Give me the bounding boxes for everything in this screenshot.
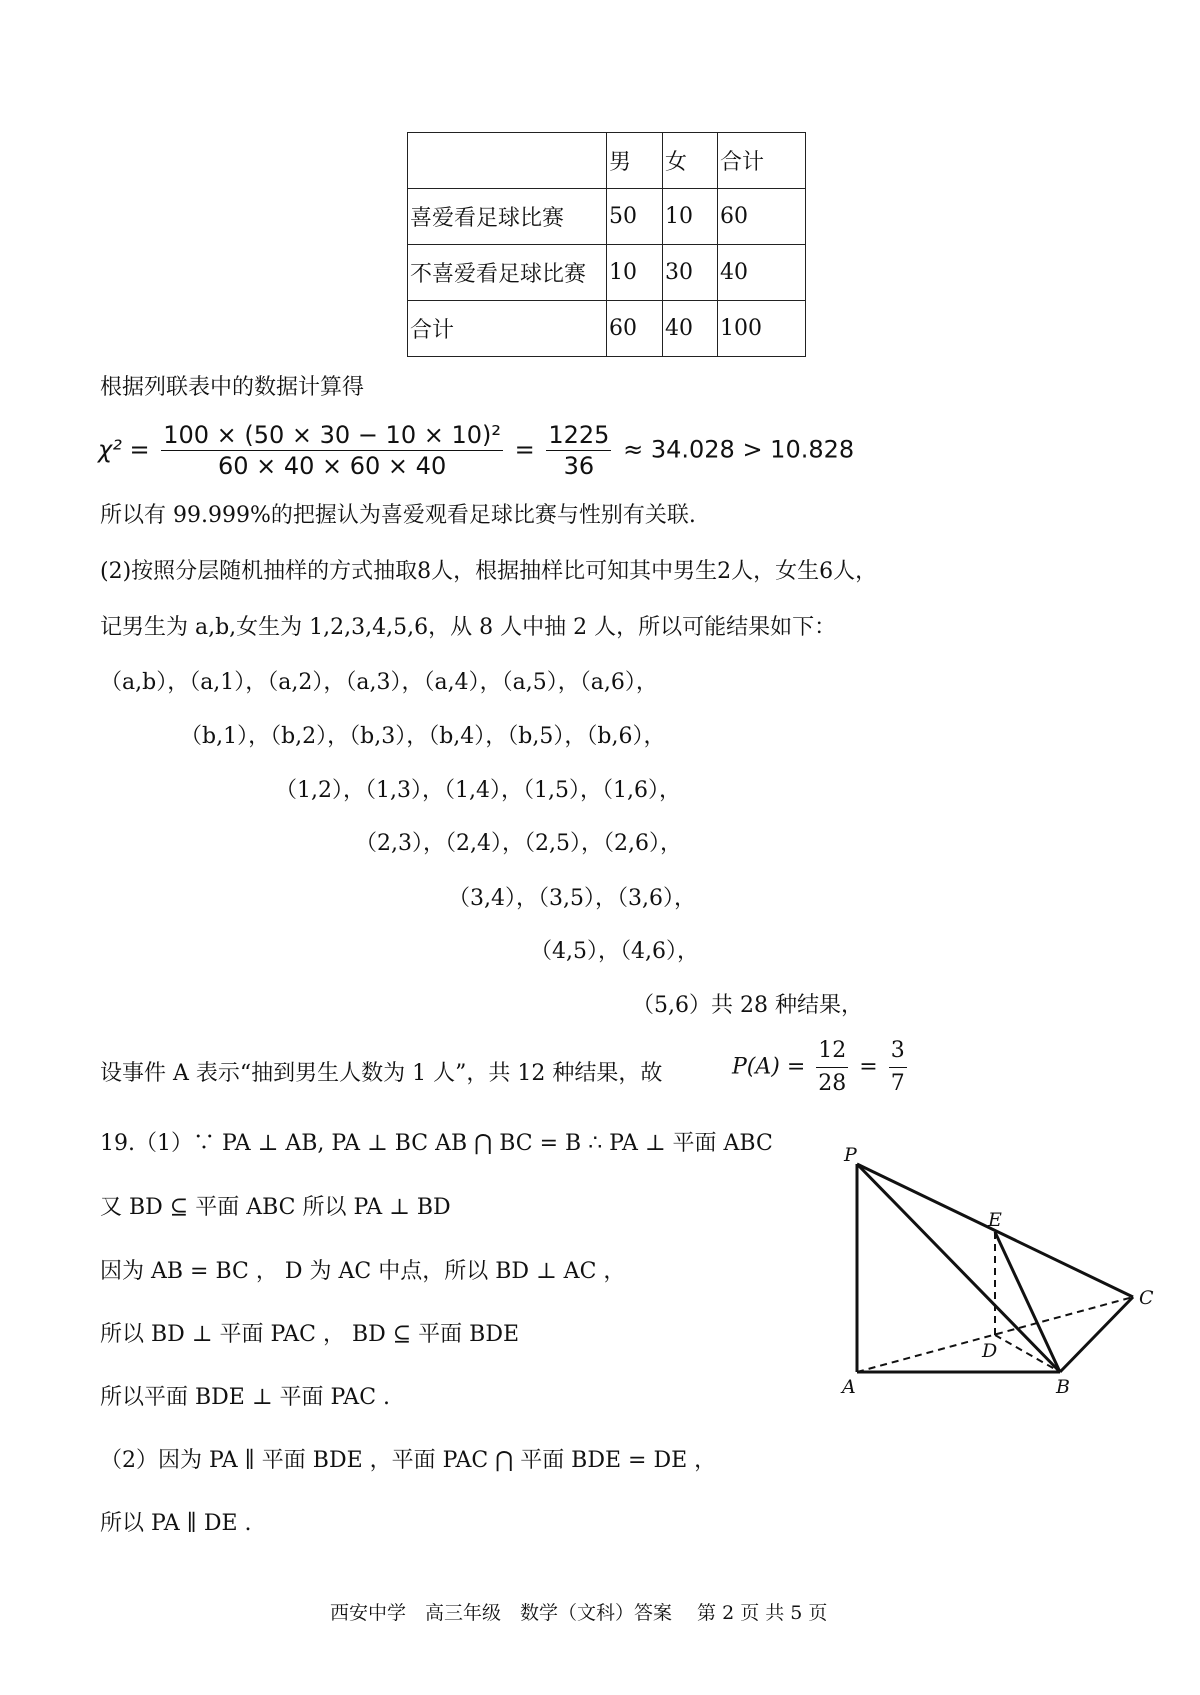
edge-pb bbox=[857, 1164, 1060, 1372]
chi-fraction-simplified bbox=[546, 421, 611, 480]
outcome-row: （3,4），（3,5），（3,6）， bbox=[448, 886, 696, 911]
table-row bbox=[408, 301, 806, 357]
label-a: A bbox=[842, 1376, 856, 1398]
chi-fraction bbox=[161, 421, 503, 480]
label-c: C bbox=[1139, 1287, 1154, 1309]
chi-lhs: χ² = bbox=[98, 435, 150, 464]
table-cell: 40 bbox=[663, 301, 718, 357]
table-header-cell: 女 bbox=[663, 133, 718, 189]
q19-line2: 又 BD ⊆ 平面 ABC 所以 PA ⊥ BD bbox=[100, 1195, 451, 1220]
table-cell: 10 bbox=[663, 189, 718, 245]
table-row bbox=[408, 189, 806, 245]
pa-fraction-simplified bbox=[889, 1036, 907, 1099]
part2-line2: 记男生为 a,b,女生为 1,2,3,4,5,6，从 8 人中抽 2 人，所以可能结果如下： bbox=[100, 615, 837, 640]
pa-fraction bbox=[816, 1036, 848, 1099]
table-cell: 60 bbox=[718, 189, 806, 245]
edge-bc bbox=[1060, 1297, 1133, 1372]
page-footer: 西安中学 高三年级 数学（文科）答案 第 2 页 共 5 页 bbox=[330, 1602, 828, 1624]
table-cell: 不喜爱看足球比赛 bbox=[408, 245, 607, 301]
event-text: 设事件 A 表示“抽到男生人数为 1 人”，共 12 种结果，故 bbox=[100, 1061, 663, 1086]
table-cell: 60 bbox=[607, 301, 663, 357]
pa-numerator: 12 bbox=[816, 1036, 848, 1068]
outcome-row: （4,5），（4,6）， bbox=[530, 939, 699, 964]
table-cell: 40 bbox=[718, 245, 806, 301]
conclusion: 所以有 99.999%的把握认为喜爱观看足球比赛与性别有关联. bbox=[100, 503, 696, 528]
table-header-cell bbox=[408, 133, 607, 189]
chi-result: ≈ 34.028 > 10.828 bbox=[623, 435, 855, 464]
label-d: D bbox=[982, 1340, 998, 1362]
chi-equals: = bbox=[514, 435, 535, 464]
outcome-row: （2,3），（2,4），（2,5），（2,6）， bbox=[355, 831, 682, 856]
label-p: P bbox=[844, 1144, 857, 1166]
outcome-row: （1,2），（1,3），（1,4），（1,5），（1,6）， bbox=[275, 778, 681, 803]
pa-equals: = bbox=[859, 1054, 878, 1080]
chi-square-formula bbox=[98, 421, 854, 480]
q19-line5: 所以平面 BDE ⊥ 平面 PAC . bbox=[100, 1385, 391, 1410]
calc-intro: 根据列联表中的数据计算得 bbox=[100, 375, 365, 400]
q19-line3: 因为 AB = BC ， D 为 AC 中点，所以 BD ⊥ AC ， bbox=[100, 1259, 626, 1284]
table-cell: 50 bbox=[607, 189, 663, 245]
part2-line1: (2)按照分层随机抽样的方式抽取8人，根据抽样比可知其中男生2人，女生6人， bbox=[100, 559, 878, 584]
chi-denominator: 60 × 40 × 60 × 40 bbox=[217, 452, 447, 480]
outcome-row: （a,b），（a,1），（a,2），（a,3），（a,4），（a,5），（a,6）， bbox=[100, 670, 658, 695]
label-b: B bbox=[1056, 1376, 1070, 1398]
q19-line6: （2）因为 PA ∥ 平面 BDE ，平面 PAC ⋂ 平面 BDE = DE ， bbox=[100, 1448, 717, 1473]
table-header-cell: 男 bbox=[607, 133, 663, 189]
table-cell: 100 bbox=[718, 301, 806, 357]
chi-numerator: 100 × (50 × 30 − 10 × 10)² bbox=[163, 421, 501, 449]
table-cell: 喜爱看足球比赛 bbox=[408, 189, 607, 245]
label-e: E bbox=[988, 1209, 1002, 1231]
pa-denominator-simplified: 7 bbox=[890, 1071, 905, 1096]
q19-line7: 所以 PA ∥ DE . bbox=[100, 1511, 252, 1536]
outcome-row: （b,1），（b,2），（b,3），（b,4），（b,5），（b,6）， bbox=[180, 724, 666, 749]
table-header-row bbox=[408, 133, 806, 189]
outcome-row: （5,6）共 28 种结果， bbox=[632, 993, 863, 1018]
table-row bbox=[408, 245, 806, 301]
table-body bbox=[408, 133, 806, 357]
q19-line1: 19.（1）∵ PA ⊥ AB, PA ⊥ BC AB ⋂ BC = B ∴ PA ⊥ 平面 ABC bbox=[100, 1131, 773, 1156]
q19-line4: 所以 BD ⊥ 平面 PAC ， BD ⊆ 平面 BDE bbox=[100, 1322, 520, 1347]
chi-denominator-simplified: 36 bbox=[563, 452, 595, 480]
contingency-table bbox=[407, 132, 806, 357]
table-cell: 10 bbox=[607, 245, 663, 301]
table-header-cell: 合计 bbox=[718, 133, 806, 189]
table-cell: 合计 bbox=[408, 301, 607, 357]
probability-formula bbox=[732, 1036, 911, 1099]
pa-lhs: P(A) = bbox=[732, 1054, 806, 1080]
segment-be bbox=[995, 1232, 1060, 1372]
pyramid-figure bbox=[830, 1140, 1170, 1400]
pa-denominator: 28 bbox=[818, 1071, 847, 1096]
chi-numerator-simplified: 1225 bbox=[548, 421, 610, 449]
pa-numerator-simplified: 3 bbox=[889, 1036, 907, 1068]
table-cell: 30 bbox=[663, 245, 718, 301]
